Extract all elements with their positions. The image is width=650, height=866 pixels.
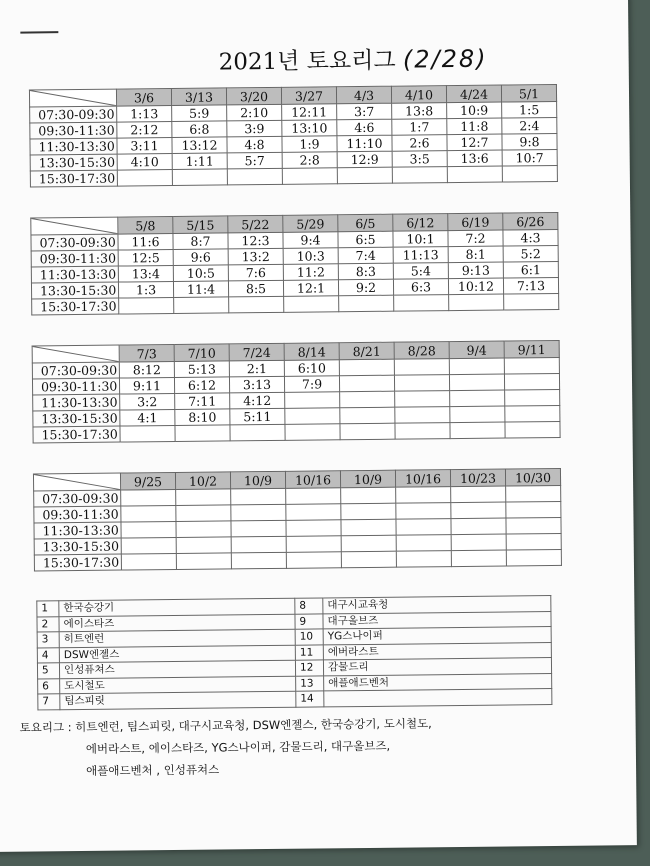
match-cell: 3:2 [120, 393, 175, 410]
team-name: 대구올브즈 [323, 611, 551, 629]
team-number: 11 [295, 644, 323, 660]
match-cell [506, 517, 561, 534]
match-cell: 2:8 [282, 152, 337, 169]
match-cell [286, 552, 341, 569]
match-cell [282, 168, 337, 185]
match-cell [121, 521, 176, 538]
match-cell: 13:6 [447, 150, 502, 167]
match-cell: 11:2 [283, 264, 338, 281]
match-cell: 2:10 [227, 104, 282, 121]
date-header: 4/10 [391, 86, 446, 104]
match-cell [285, 408, 340, 425]
match-cell [505, 421, 560, 438]
date-header: 3/27 [281, 87, 336, 105]
match-cell [176, 489, 231, 506]
match-cell [506, 485, 561, 502]
date-header: 6/19 [448, 213, 503, 231]
team-number: 2 [37, 616, 59, 632]
match-cell [396, 503, 451, 520]
team-number: 6 [38, 678, 60, 694]
match-cell: 13:8 [392, 103, 447, 120]
match-cell [176, 537, 231, 554]
match-cell [339, 295, 394, 312]
match-cell: 8:12 [119, 361, 174, 378]
match-cell [286, 536, 341, 553]
date-header: 10/16 [285, 471, 340, 489]
match-cell: 4:12 [230, 392, 285, 409]
pen-dash-mark [20, 31, 58, 33]
date-header: 5/22 [228, 215, 283, 233]
match-cell [172, 169, 227, 186]
match-cell [121, 489, 176, 506]
date-header: 4/24 [446, 85, 501, 103]
team-number: 9 [295, 613, 323, 629]
match-cell [505, 389, 560, 406]
match-cell [396, 487, 451, 504]
match-cell: 9:8 [502, 133, 557, 150]
time-slot: 11:30-13:30 [34, 522, 121, 539]
match-cell: 4:10 [117, 153, 172, 170]
time-slot: 07:30-09:30 [34, 490, 121, 507]
match-cell [449, 358, 504, 375]
date-header: 8/28 [394, 342, 449, 360]
match-cell: 2:6 [392, 135, 447, 152]
time-slot: 09:30-11:30 [32, 378, 119, 395]
date-header: 7/10 [174, 344, 229, 362]
match-cell: 10:7 [502, 149, 557, 166]
match-cell: 10:1 [393, 231, 448, 248]
match-cell: 12:5 [118, 249, 173, 266]
match-cell: 11:10 [337, 135, 392, 152]
match-cell [121, 537, 176, 554]
date-header: 10/23 [450, 469, 505, 487]
schedule-table [33, 468, 562, 572]
match-cell [506, 501, 561, 518]
match-cell [396, 535, 451, 552]
match-cell: 8:10 [175, 409, 230, 426]
date-header: 6/12 [393, 214, 448, 232]
match-cell: 6:3 [393, 279, 448, 296]
match-cell [394, 375, 449, 392]
match-cell: 10:3 [283, 248, 338, 265]
match-cell: 5:2 [503, 245, 558, 262]
date-header: 5/29 [283, 215, 338, 233]
time-slot: 09:30-11:30 [31, 250, 118, 267]
match-cell: 9:13 [448, 262, 503, 279]
match-cell [284, 296, 339, 313]
team-name: 한국승강기 [59, 598, 295, 616]
match-cell [395, 423, 450, 440]
match-cell [450, 390, 505, 407]
team-number: 3 [37, 632, 59, 648]
team-number: 4 [37, 647, 59, 663]
match-cell: 1:11 [172, 153, 227, 170]
date-header: 7/24 [229, 343, 284, 361]
match-cell: 5:9 [172, 105, 227, 122]
date-header: 6/5 [338, 214, 393, 232]
match-cell: 13:12 [172, 137, 227, 154]
match-cell: 1:5 [502, 101, 557, 118]
date-header: 5/1 [501, 84, 556, 102]
page-title [218, 41, 487, 77]
corner-cell [31, 217, 118, 235]
match-cell [505, 405, 560, 422]
match-cell [285, 424, 340, 441]
match-cell [341, 551, 396, 568]
match-cell [341, 487, 396, 504]
match-cell: 12:9 [337, 151, 392, 168]
date-header: 9/11 [504, 340, 559, 358]
match-cell [451, 502, 506, 519]
team-number: 12 [295, 660, 323, 676]
match-cell: 7:13 [503, 277, 558, 294]
match-cell [174, 297, 229, 314]
match-cell: 7:2 [448, 230, 503, 247]
match-cell [119, 297, 174, 314]
match-cell [451, 486, 506, 503]
match-cell [394, 359, 449, 376]
date-header: 7/3 [119, 344, 174, 362]
match-cell [117, 169, 172, 186]
corner-cell [32, 345, 119, 363]
title-handwritten-date: (2/28) [402, 44, 488, 74]
match-cell [176, 521, 231, 538]
match-cell [506, 533, 561, 550]
match-cell: 9:2 [338, 279, 393, 296]
match-cell [231, 552, 286, 569]
match-cell [339, 375, 394, 392]
match-cell: 6:12 [174, 377, 229, 394]
match-cell [176, 553, 231, 570]
time-slot: 13:30-15:30 [30, 154, 117, 171]
match-cell [231, 504, 286, 521]
match-cell: 7:9 [284, 376, 339, 393]
match-cell [447, 166, 502, 183]
team-number: 1 [37, 601, 59, 617]
match-cell [339, 359, 394, 376]
match-cell [449, 294, 504, 311]
match-cell [341, 535, 396, 552]
match-cell: 12:11 [282, 104, 337, 121]
match-cell: 8:7 [173, 233, 228, 250]
match-cell: 6:1 [503, 261, 558, 278]
match-cell [340, 391, 395, 408]
date-header: 10/2 [175, 472, 230, 490]
date-header: 8/21 [339, 342, 394, 360]
team-name: 애플애드벤처 [324, 673, 552, 691]
match-cell [229, 296, 284, 313]
corner-cell [33, 473, 120, 491]
date-header: 3/20 [226, 87, 281, 105]
team-number: 10 [295, 629, 323, 645]
match-cell: 12:7 [447, 134, 502, 151]
match-cell [231, 520, 286, 537]
time-slot: 15:30-17:30 [32, 298, 119, 315]
team-list-table [36, 595, 552, 710]
match-cell: 1:3 [118, 281, 173, 298]
match-cell: 6:10 [284, 360, 339, 377]
time-slot: 15:30-17:30 [34, 554, 121, 571]
match-cell: 11:8 [447, 118, 502, 135]
match-cell [506, 549, 561, 566]
date-header: 10/9 [340, 470, 395, 488]
date-header: 3/6 [116, 89, 171, 107]
match-cell: 9:11 [119, 377, 174, 394]
match-cell [451, 550, 506, 567]
match-cell [450, 406, 505, 423]
match-cell [504, 293, 559, 310]
match-cell: 5:7 [227, 152, 282, 169]
schedule-table [32, 340, 561, 444]
match-cell [340, 407, 395, 424]
league-summary-line2: 에버라스트, 에이스타즈, YG스나이퍼, 감물드리, 대구올브즈, [85, 738, 391, 756]
match-cell: 11:4 [173, 281, 228, 298]
time-slot: 13:30-15:30 [31, 282, 118, 299]
match-cell [121, 505, 176, 522]
match-cell: 6:5 [338, 231, 393, 248]
date-header: 5/8 [118, 216, 173, 234]
team-number: 14 [296, 691, 324, 707]
match-cell: 10:12 [448, 278, 503, 295]
time-slot: 15:30-17:30 [33, 426, 120, 443]
team-number: 7 [38, 694, 60, 710]
match-cell [504, 373, 559, 390]
match-cell [341, 503, 396, 520]
match-cell: 2:1 [229, 360, 284, 377]
match-cell [451, 518, 506, 535]
match-cell: 10:5 [173, 265, 228, 282]
time-slot: 13:30-15:30 [34, 538, 121, 555]
schedule-table [29, 84, 558, 188]
match-cell [450, 422, 505, 439]
team-name: 팀스피릿 [60, 691, 296, 709]
match-cell [449, 374, 504, 391]
time-slot: 07:30-09:30 [30, 106, 117, 123]
match-cell: 4:1 [120, 409, 175, 426]
match-cell: 9:4 [283, 232, 338, 249]
match-cell: 5:13 [174, 361, 229, 378]
league-summary-line3: 애플애드벤처 , 인성퓨쳐스 [86, 762, 220, 778]
date-header: 4/3 [336, 86, 391, 104]
match-cell: 7:11 [175, 393, 230, 410]
time-slot: 15:30-17:30 [30, 170, 117, 187]
date-header: 9/25 [120, 472, 175, 490]
team-name: 대구시교육청 [323, 596, 551, 614]
match-cell [286, 488, 341, 505]
match-cell [395, 407, 450, 424]
match-cell: 8:1 [448, 246, 503, 263]
time-slot: 11:30-13:30 [31, 266, 118, 283]
team-name: 에이스타즈 [59, 614, 295, 632]
match-cell: 13:2 [228, 248, 283, 265]
match-cell [121, 553, 176, 570]
team-name: 감물드리 [323, 658, 551, 676]
match-cell: 3:13 [229, 376, 284, 393]
team-name: DSW엔젤스 [59, 645, 295, 663]
match-cell [395, 391, 450, 408]
match-cell: 5:11 [230, 408, 285, 425]
time-slot: 11:30-13:30 [33, 394, 120, 411]
match-cell: 8:3 [338, 263, 393, 280]
match-cell [341, 519, 396, 536]
match-cell: 13:10 [282, 120, 337, 137]
time-slot: 11:30-13:30 [30, 138, 117, 155]
date-header: 10/9 [230, 471, 285, 489]
match-cell: 2:12 [117, 121, 172, 138]
match-cell [504, 357, 559, 374]
time-slot: 07:30-09:30 [31, 234, 118, 251]
match-cell [231, 488, 286, 505]
match-cell: 11:13 [393, 247, 448, 264]
match-cell [120, 425, 175, 442]
match-cell: 8:5 [228, 280, 283, 297]
match-cell [340, 423, 395, 440]
match-cell: 3:5 [392, 151, 447, 168]
match-cell [176, 505, 231, 522]
match-cell [396, 551, 451, 568]
match-cell [227, 168, 282, 185]
team-number: 8 [295, 598, 323, 614]
match-cell: 4:8 [227, 136, 282, 153]
match-cell [394, 295, 449, 312]
match-cell: 12:3 [228, 232, 283, 249]
date-header: 6/26 [503, 212, 558, 230]
team-name: 도시철도 [60, 676, 296, 694]
date-header: 10/30 [505, 468, 560, 486]
match-cell [230, 424, 285, 441]
date-header: 3/13 [171, 88, 226, 106]
match-cell [175, 425, 230, 442]
match-cell: 13:4 [118, 265, 173, 282]
match-cell: 3:7 [337, 103, 392, 120]
match-cell [286, 504, 341, 521]
team-name: 에버라스트 [323, 642, 551, 660]
match-cell: 7:6 [228, 264, 283, 281]
match-cell [286, 520, 341, 537]
match-cell [392, 167, 447, 184]
match-cell: 3:11 [117, 137, 172, 154]
league-summary-line1: 토요리그 : 히트엔런, 팀스피릿, 대구시교육청, DSW엔젤스, 한국승강기, 도시철도, [19, 716, 432, 735]
match-cell: 1:13 [117, 105, 172, 122]
title-text: 2021년 토요리그 [218, 47, 396, 76]
match-cell [502, 165, 557, 182]
schedule-table [30, 212, 559, 316]
match-cell: 7:4 [338, 247, 393, 264]
date-header: 10/16 [395, 470, 450, 488]
match-cell: 1:7 [392, 119, 447, 136]
match-cell: 3:9 [227, 120, 282, 137]
team-number: 13 [296, 675, 324, 691]
time-slot: 07:30-09:30 [32, 362, 119, 379]
time-slot: 09:30-11:30 [30, 122, 117, 139]
date-header: 8/14 [284, 343, 339, 361]
time-slot: 09:30-11:30 [34, 506, 121, 523]
corner-cell [29, 89, 116, 107]
match-cell: 11:6 [118, 233, 173, 250]
match-cell: 5:4 [393, 263, 448, 280]
match-cell [231, 536, 286, 553]
team-name: 히트엔런 [59, 629, 295, 647]
match-cell: 1:9 [282, 136, 337, 153]
team-name: 인성퓨쳐스 [59, 660, 295, 678]
date-header: 5/15 [173, 216, 228, 234]
team-name: YG스나이퍼 [323, 627, 551, 645]
match-cell: 4:3 [503, 229, 558, 246]
match-cell: 2:4 [502, 117, 557, 134]
match-cell [396, 519, 451, 536]
match-cell [451, 534, 506, 551]
match-cell: 4:6 [337, 119, 392, 136]
match-cell: 12:1 [283, 280, 338, 297]
team-number: 5 [37, 663, 59, 679]
match-cell: 6:8 [172, 121, 227, 138]
team-name [324, 689, 552, 707]
match-cell: 10:9 [447, 102, 502, 119]
match-cell: 9:6 [173, 249, 228, 266]
match-cell [285, 392, 340, 409]
match-cell [337, 167, 392, 184]
time-slot: 13:30-15:30 [33, 410, 120, 427]
date-header: 9/4 [449, 341, 504, 359]
